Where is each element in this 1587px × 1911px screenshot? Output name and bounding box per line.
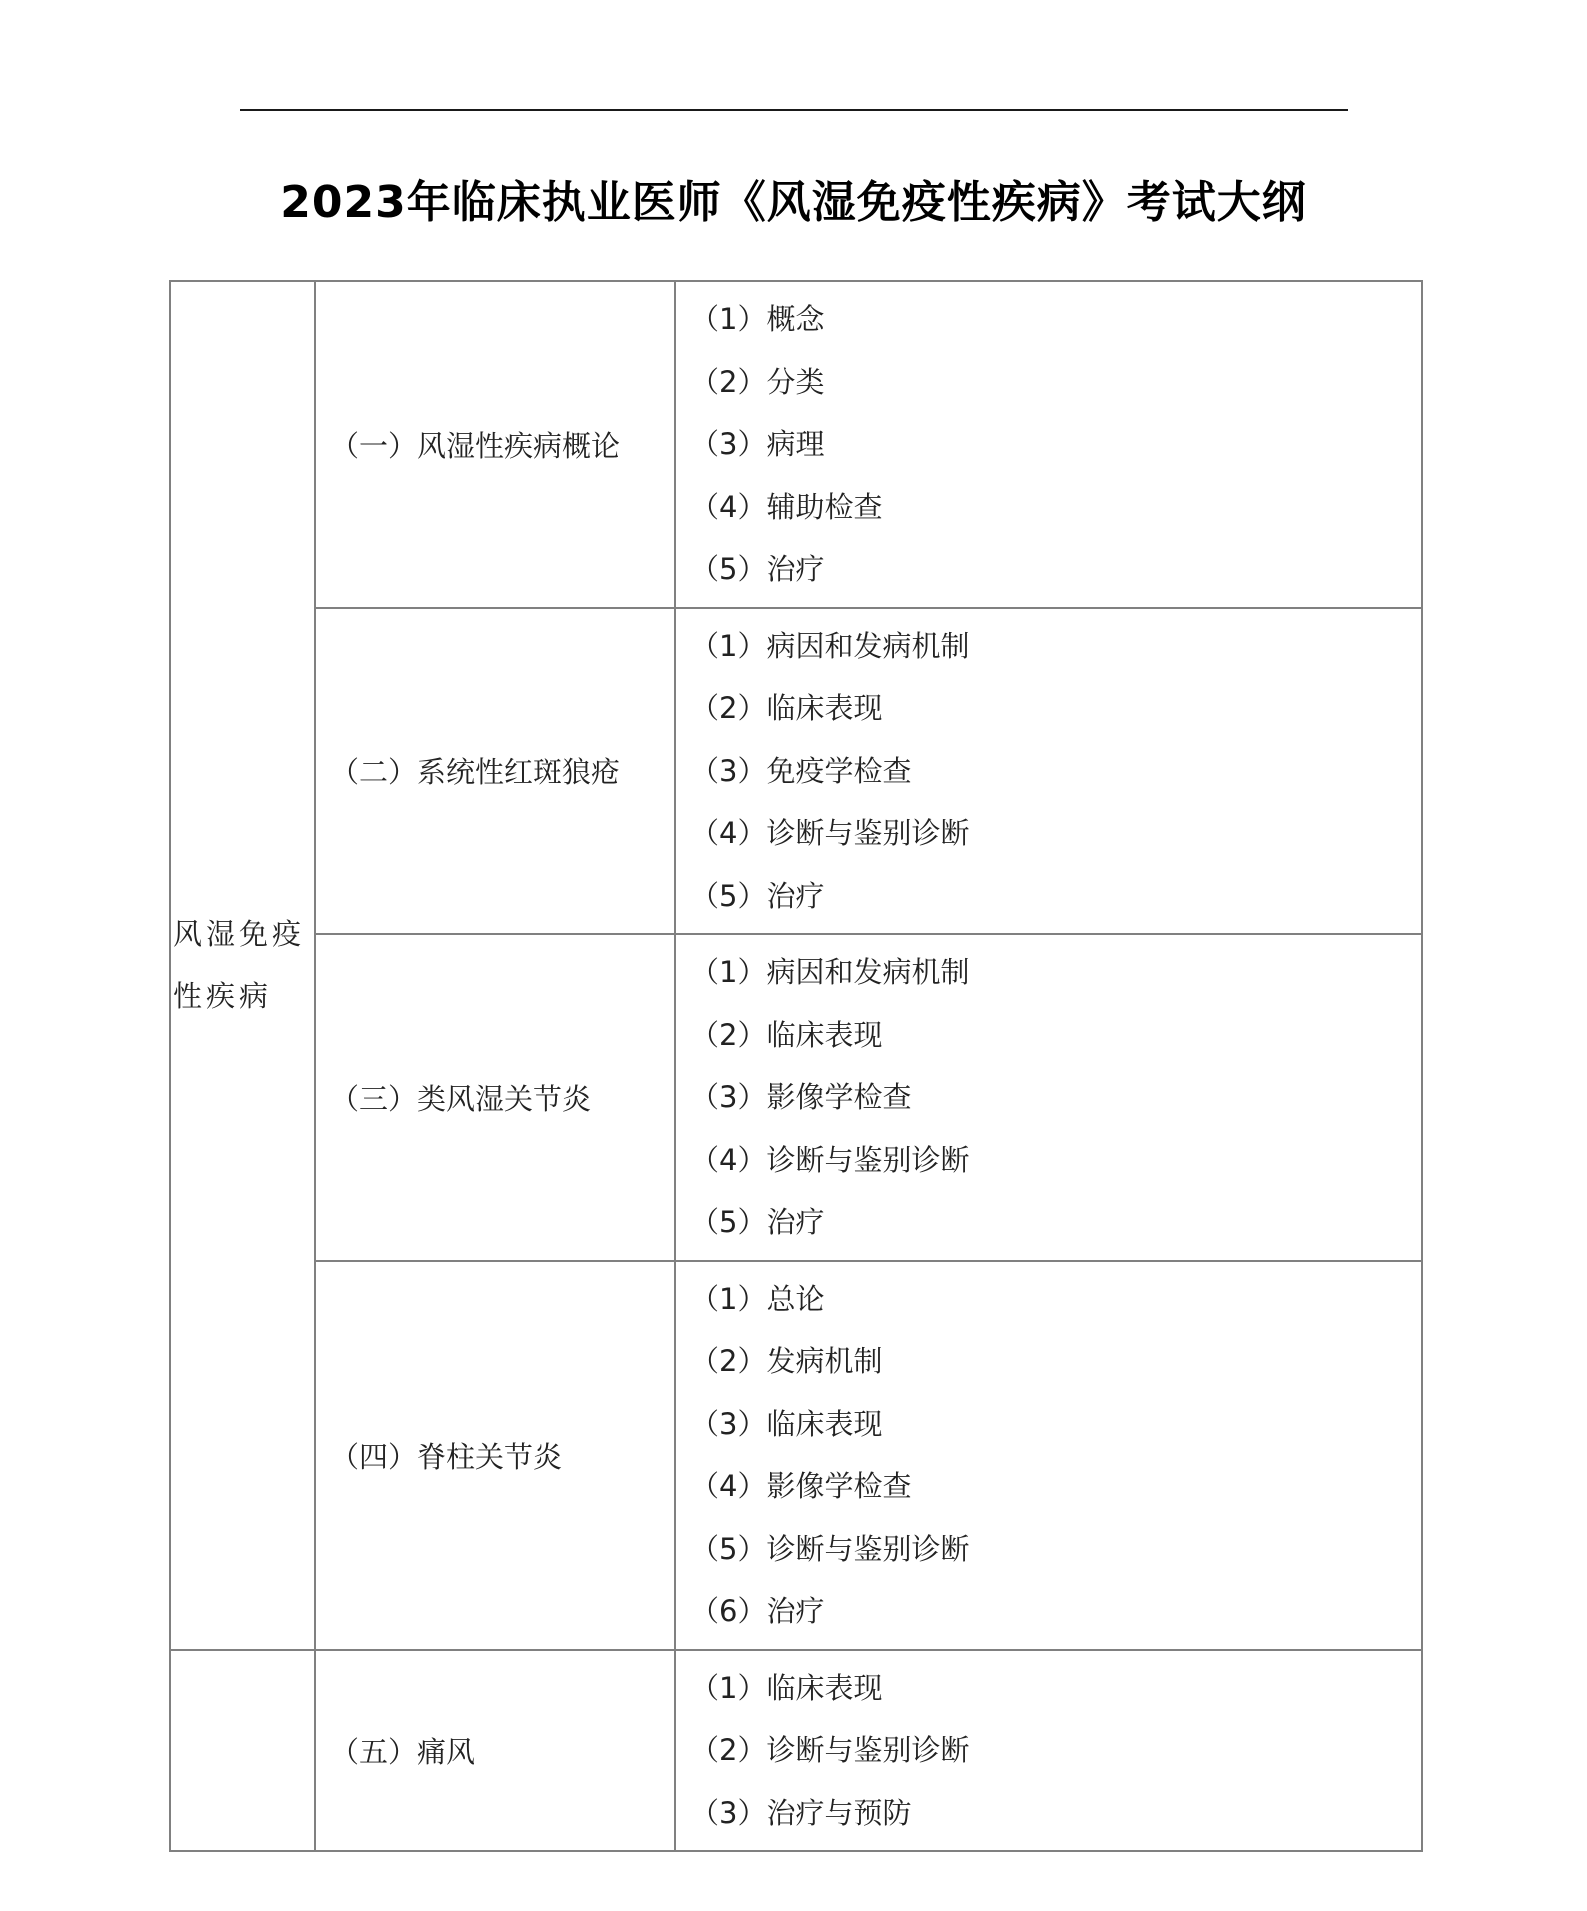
section-cell bbox=[315, 1261, 675, 1650]
table-row bbox=[170, 1650, 1422, 1852]
section-cell bbox=[315, 608, 675, 935]
item-list bbox=[676, 1651, 1421, 1851]
list-item: （2）临床表现 bbox=[690, 1017, 883, 1052]
table-row bbox=[170, 281, 1422, 608]
list-item: （3）影像学检查 bbox=[690, 1080, 912, 1114]
section-cell bbox=[315, 934, 675, 1261]
item-list bbox=[676, 282, 1421, 607]
item-list bbox=[676, 1262, 1421, 1649]
section-heading: （一）风湿性疾病概论 bbox=[330, 428, 621, 463]
list-item: （5）治疗 bbox=[690, 1205, 825, 1239]
list-item: （5）诊断与鉴别诊断 bbox=[690, 1531, 970, 1566]
section-heading: （三）类风湿关节炎 bbox=[330, 1081, 592, 1116]
section-cell bbox=[315, 1650, 675, 1852]
header-rule bbox=[240, 109, 1348, 111]
list-item: （5）治疗 bbox=[690, 878, 825, 913]
list-item: （1）病因和发病机制 bbox=[690, 955, 970, 989]
items-cell bbox=[675, 934, 1422, 1261]
list-item: （4）诊断与鉴别诊断 bbox=[690, 1142, 970, 1177]
list-item: （5）治疗 bbox=[690, 552, 825, 586]
table-row bbox=[170, 934, 1422, 1261]
table-row bbox=[170, 1261, 1422, 1650]
category-cell bbox=[170, 281, 315, 1650]
list-item: （6）治疗 bbox=[690, 1594, 825, 1628]
items-cell bbox=[675, 1261, 1422, 1650]
list-item: （1）病因和发病机制 bbox=[690, 628, 970, 663]
list-item: （4）辅助检查 bbox=[690, 489, 883, 524]
section-heading: （二）系统性红斑狼疮 bbox=[330, 755, 621, 790]
list-item: （3）病理 bbox=[690, 427, 825, 461]
section-heading: （五）痛风 bbox=[330, 1734, 476, 1769]
item-list bbox=[676, 935, 1421, 1260]
list-item: （2）分类 bbox=[690, 364, 825, 399]
items-cell bbox=[675, 1650, 1422, 1852]
list-item: （2）临床表现 bbox=[690, 691, 883, 725]
list-item: （3）治疗与预防 bbox=[690, 1795, 912, 1830]
list-item: （3）临床表现 bbox=[690, 1406, 883, 1441]
item-list bbox=[676, 609, 1421, 934]
document-title: 2023年临床执业医师《风湿免疫性疾病》考试大纲 bbox=[280, 177, 1307, 228]
list-item: （1）临床表现 bbox=[690, 1670, 883, 1705]
list-item: （1）概念 bbox=[690, 302, 825, 336]
list-item: （4）诊断与鉴别诊断 bbox=[690, 816, 970, 850]
items-cell bbox=[675, 281, 1422, 608]
list-item: （2）诊断与鉴别诊断 bbox=[690, 1733, 970, 1767]
table-row bbox=[170, 608, 1422, 935]
list-item: （3）免疫学检查 bbox=[690, 753, 912, 788]
category-label: 风湿免疫性疾病 bbox=[173, 917, 306, 1014]
list-item: （2）发病机制 bbox=[690, 1344, 883, 1378]
list-item: （4）影像学检查 bbox=[690, 1469, 912, 1503]
category-cell-empty bbox=[170, 1650, 315, 1852]
section-heading: （四）脊柱关节炎 bbox=[330, 1439, 563, 1474]
items-cell bbox=[675, 608, 1422, 935]
section-cell bbox=[315, 281, 675, 608]
syllabus-table bbox=[169, 280, 1423, 1852]
list-item: （1）总论 bbox=[690, 1281, 825, 1316]
